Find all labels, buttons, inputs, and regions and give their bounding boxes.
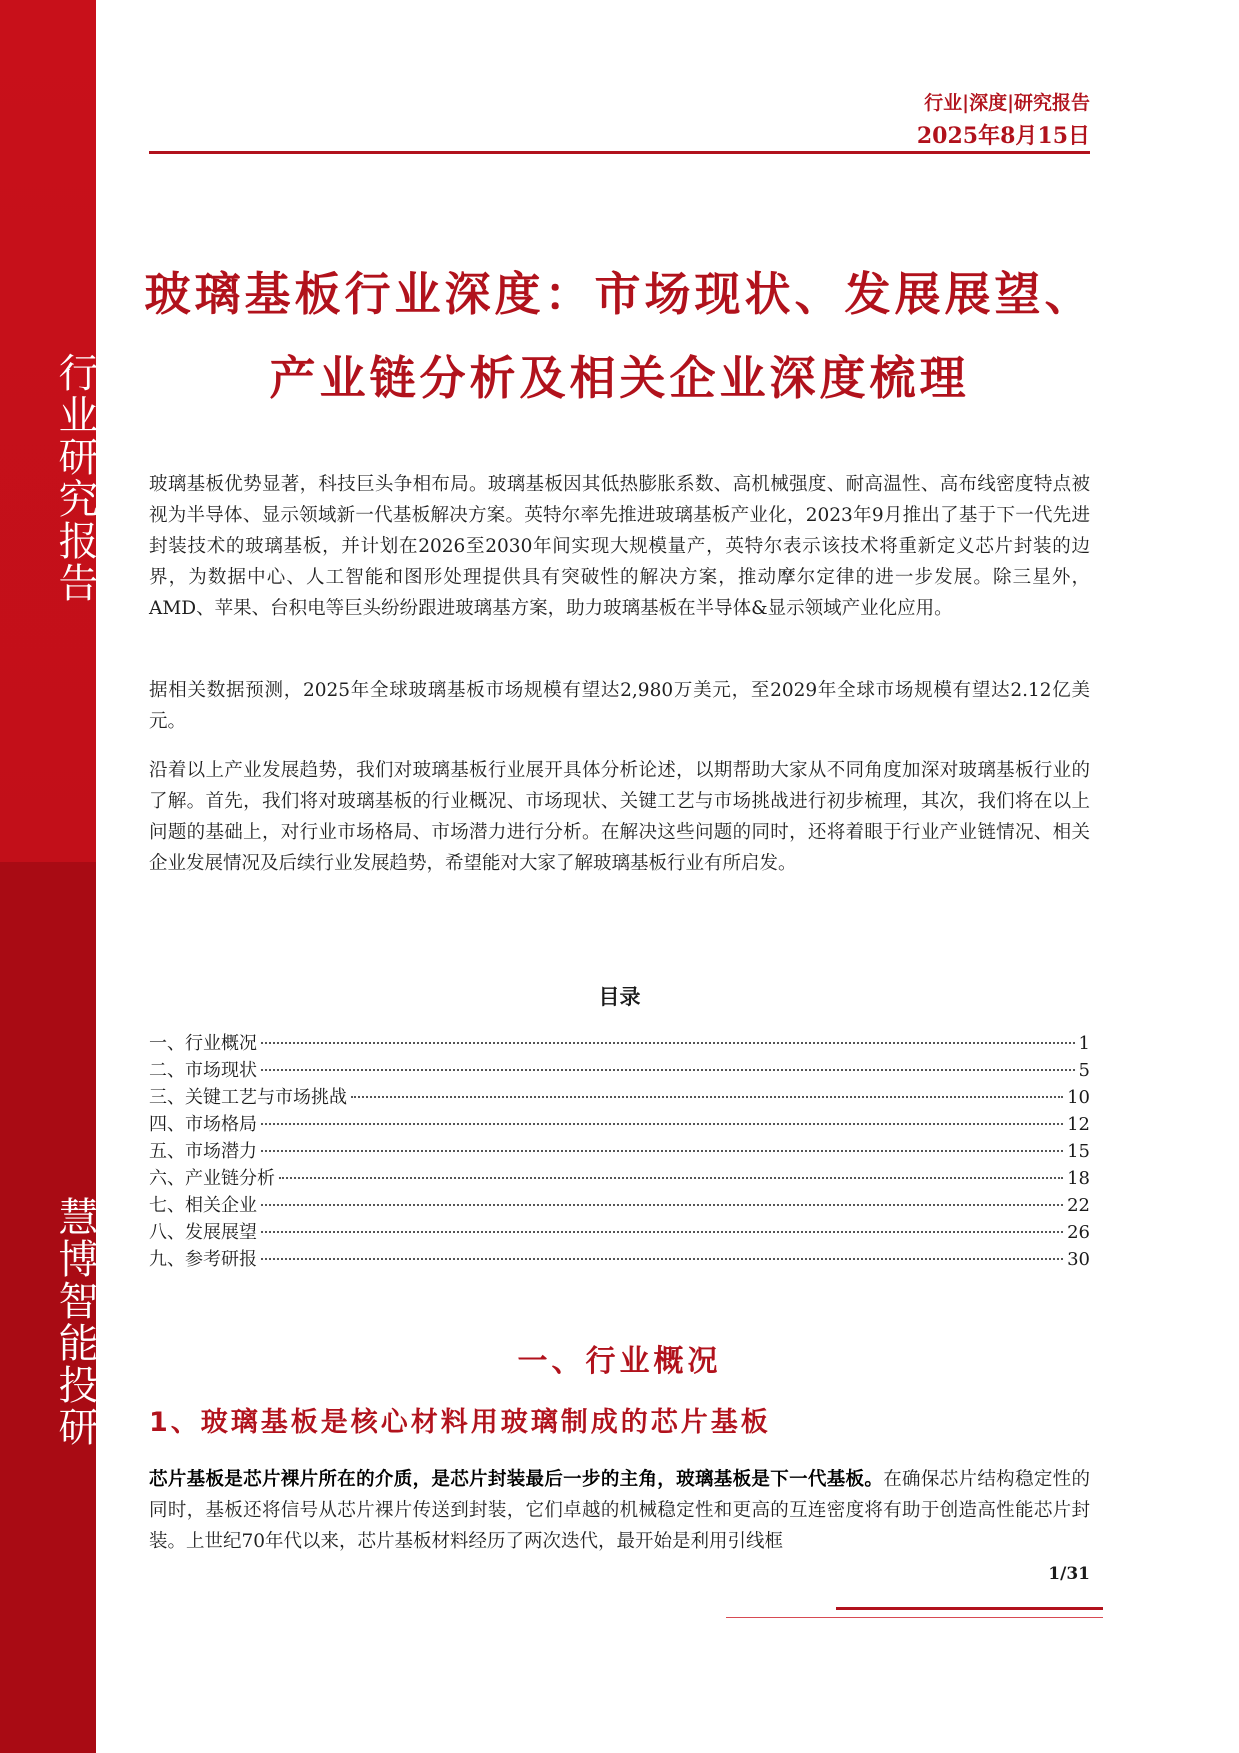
section-lead-bold: 芯片基板是芯片裸片所在的介质，是芯片封装最后一步的主角，玻璃基板是下一代基板。 <box>149 1469 884 1490</box>
sidebar-report-label: 行业研究报告 <box>52 352 98 604</box>
toc-leader <box>261 1230 1063 1233</box>
toc-item[interactable] <box>149 1165 1090 1192</box>
title-line-2: 产业链分析及相关企业深度梳理 <box>269 351 970 405</box>
toc-item-page: 12 <box>1067 1114 1090 1135</box>
toc-item-label: 一、行业概况 <box>149 1033 257 1054</box>
toc-leader <box>261 1203 1063 1206</box>
toc-item[interactable] <box>149 1057 1090 1084</box>
toc-item-page: 1 <box>1078 1033 1090 1054</box>
toc-item-label: 三、关键工艺与市场挑战 <box>149 1087 347 1108</box>
toc-leader <box>261 1149 1063 1152</box>
report-header <box>917 90 1090 152</box>
toc-item[interactable] <box>149 1246 1090 1273</box>
toc-item-page: 5 <box>1078 1060 1090 1081</box>
summary-paragraph-2: 据相关数据预测，2025年全球玻璃基板市场规模有望达2,980万美元，至2029年全球市场规模有望达2.12亿美元。 <box>149 680 1090 732</box>
toc-leader <box>261 1068 1075 1071</box>
toc-item[interactable] <box>149 1138 1090 1165</box>
footer-divider-thick <box>836 1607 1103 1610</box>
section-lead-text: 在确保芯片结构稳定性的同时，基板还将信号从芯片裸片传送到封装，它们卓越的机械稳定性和更高的互连密度将有助于创造高性能芯片封装。上世纪70年代以来，芯片基板材料经历了两次迭代，最开始是利用引线框 <box>149 1469 1090 1552</box>
page-number: 1/31 <box>1048 1564 1090 1584</box>
toc-item-label: 二、市场现状 <box>149 1060 257 1081</box>
toc-item-page: 10 <box>1067 1087 1090 1108</box>
summary-paragraph-1: 玻璃基板优势显著，科技巨头争相布局。玻璃基板因其低热膨胀系数、高机械强度、耐高温性、高布线密度特点被视为半导体、显示领域新一代基板解决方案。英特尔率先推进玻璃基板产业化，2023年9月推出了基于下一代先进封装技术的玻璃基板，并计划在2026至2030年间实现大规模量产，英特尔表示该技术将重新定义芯片封装的边界，为数据中心、人工智能和图形处理提供具有突破性的解决方案，推动摩尔定律的进一步发展。除三星外，AMD、苹果、台积电等巨头纷纷跟进玻璃基方案，助力玻璃基板在半导体&显示领域产业化应用。 <box>149 474 1090 619</box>
section-paragraph <box>149 1464 1090 1557</box>
toc-item-page: 22 <box>1067 1195 1090 1216</box>
toc-item-label: 七、相关企业 <box>149 1195 257 1216</box>
report-date: 2025年8月15日 <box>916 123 1090 149</box>
toc-leader <box>261 1041 1075 1044</box>
sidebar-brand-label: 慧博智能投研 <box>52 1196 98 1448</box>
report-title <box>140 252 1099 420</box>
toc-leader <box>261 1257 1063 1260</box>
toc-item-page: 30 <box>1067 1249 1090 1270</box>
toc-leader <box>261 1122 1063 1125</box>
toc-item[interactable] <box>149 1030 1090 1057</box>
title-line-1: 玻璃基板行业深度：市场现状、发展展望、 <box>144 267 1095 321</box>
toc-item-page: 26 <box>1067 1222 1090 1243</box>
subsection-heading: 1、玻璃基板是核心材料用玻璃制成的芯片基板 <box>149 1407 771 1438</box>
table-of-contents <box>149 1030 1090 1273</box>
toc-item-page: 18 <box>1067 1168 1090 1189</box>
toc-item-label: 八、发展展望 <box>149 1222 257 1243</box>
toc-leader <box>279 1176 1063 1179</box>
footer-divider-thin <box>726 1617 1103 1618</box>
toc-item-label: 六、产业链分析 <box>149 1168 275 1189</box>
toc-item-label: 四、市场格局 <box>149 1114 257 1135</box>
toc-item[interactable] <box>149 1111 1090 1138</box>
summary-paragraph-3: 沿着以上产业发展趋势，我们对玻璃基板行业展开具体分析论述，以期帮助大家从不同角度加深对玻璃基板行业的了解。首先，我们将对玻璃基板的行业概况、市场现状、关键工艺与市场挑战进行初步梳理，其次，我们将在以上问题的基础上，对行业市场格局、市场潜力进行分析。在解决这些问题的同时，还将着眼于行业产业链情况、相关企业发展情况及后续行业发展趋势，希望能对大家了解玻璃基板行业有所启发。 <box>149 760 1090 874</box>
toc-item-page: 15 <box>1067 1141 1090 1162</box>
report-type: 行业|深度|研究报告 <box>924 92 1090 114</box>
toc-leader <box>351 1095 1063 1098</box>
toc-item[interactable] <box>149 1219 1090 1246</box>
toc-item-label: 五、市场潜力 <box>149 1141 257 1162</box>
toc-item-label: 九、参考研报 <box>149 1249 257 1270</box>
header-divider <box>149 151 1090 154</box>
sidebar-band <box>0 0 96 1753</box>
toc-title: 目录 <box>598 985 641 1009</box>
toc-item[interactable] <box>149 1084 1090 1111</box>
section-heading: 一、行业概况 <box>517 1344 722 1379</box>
toc-item[interactable] <box>149 1192 1090 1219</box>
